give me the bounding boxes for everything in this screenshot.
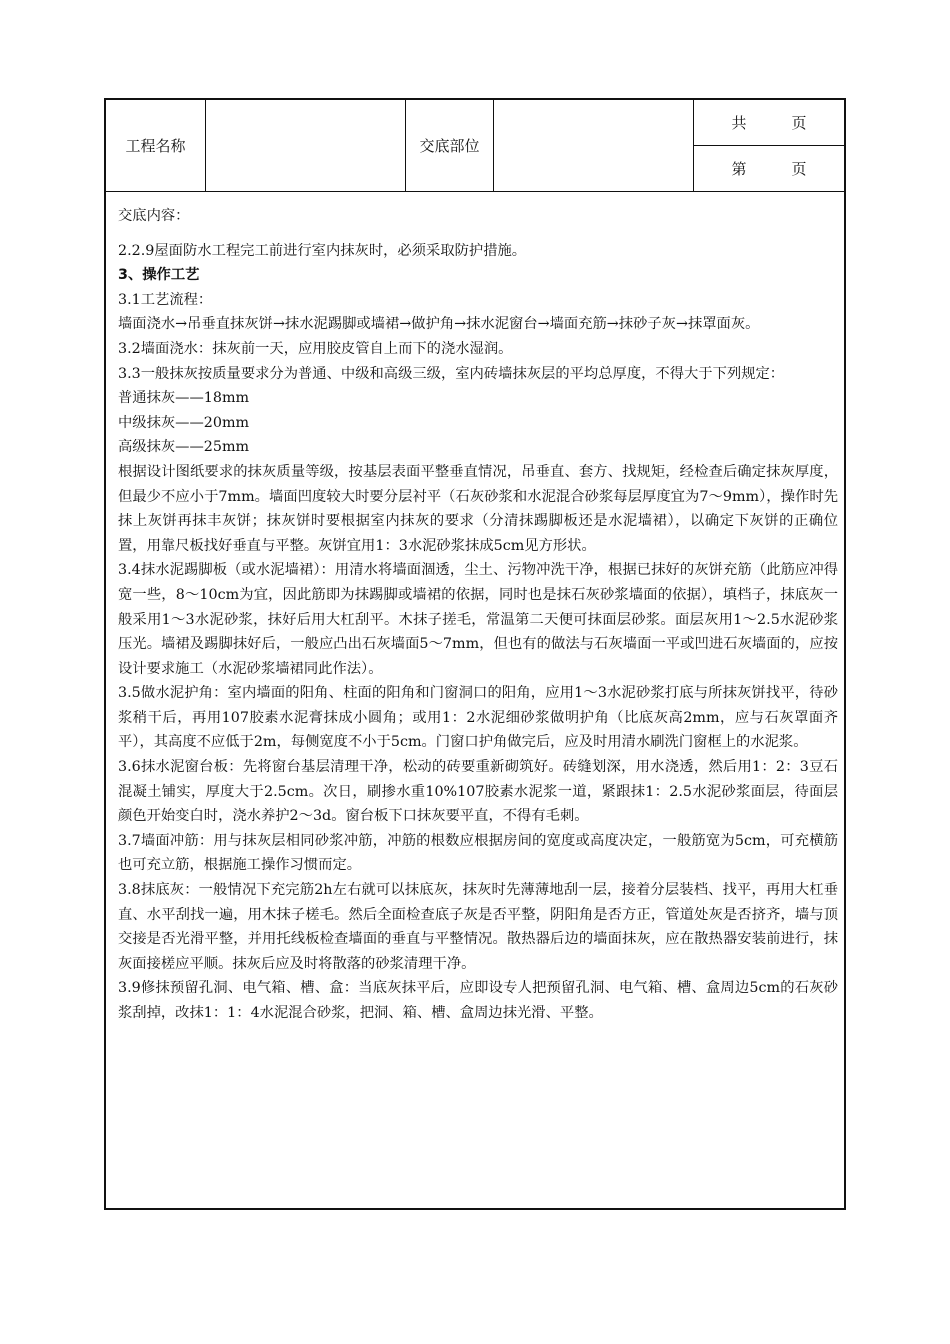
disclosure-form [104, 98, 846, 1210]
paragraph: 3.1工艺流程： [118, 291, 213, 308]
section-heading: 3、操作工艺 [118, 267, 200, 284]
paragraph: 3.7墙面冲筋：用与抹灰层相同砂浆冲筋，冲筋的根数应根据房间的宽度或高度决定，一般筋宽为5cm，可充横筋也可充立筋，根据施工操作习惯而定。 [118, 832, 838, 874]
project-name-value [206, 100, 405, 191]
page-number: 第 页 [731, 160, 807, 178]
project-name-label: 工程名称 [125, 137, 186, 155]
content-label: 交底内容： [118, 208, 190, 224]
paragraph: 3.4抹水泥踢脚板（或水泥墙裙）：用清水将墙面涸透，尘土、污物冲洗干净，根据已抹好的灰饼充筋（此筋应冲得宽一些，8～10cm为宜，因此筋即为抹踢脚或墙裙的依据，同时也是抹石灰砂浆墙面的依据），填档子，抹底灰一般采用1～3水泥砂浆，抹好后用大杠刮平。木抹子搓毛，常温第二天便可抹面层砂浆。面层灰用1～2.5水泥砂浆压光。墙裙及踢脚抹好后，一般应凸出石灰墙面5～7mm，但也有的做法与石灰墙面一平或凹进石灰墙面的，应按设计要求施工（水泥砂浆墙裙同此作法）。 [118, 562, 838, 677]
paragraph: 高级抹灰——25mm [118, 439, 250, 456]
paragraph: 墙面浇水→吊垂直抹灰饼→抹水泥踢脚或墙裙→做护角→抹水泥窗台→墙面充筋→抹砂子灰→抹罩面灰。 [118, 316, 760, 333]
paragraph: 3.6抹水泥窗台板：先将窗台基层清理干净，松动的砖要重新砌筑好。砖缝划深，用水浇透，然后用1：2：3豆石混凝土铺实，厚度大于2.5cm。次日，刷掺水重10%107胶素水泥浆一道，紧跟抹1：2.5水泥砂浆面层，待面层颜色开始变白时，浇水养护2～3d。窗台板下口抹灰要平直，不得有毛刺。 [118, 759, 838, 825]
location-label: 交底部位 [419, 137, 480, 155]
paragraph: 普通抹灰——18mm [118, 390, 250, 407]
paragraph: 3.2墙面浇水：抹灰前一天，应用胶皮管自上而下的浇水湿润。 [118, 340, 513, 357]
disclosure-content [118, 204, 838, 1026]
paragraph: 3.9修抹预留孔洞、电气箱、槽、盒：当底灰抹平后，应即设专人把预留孔洞、电气箱、槽、盒周边5cm的石灰砂浆刮掉，改抹1：1：4水泥混合砂浆，把洞、箱、槽、盒周边抹光滑、平整。 [118, 980, 838, 1021]
total-pages: 共 页 [731, 114, 807, 132]
paragraph: 3.5做水泥护角：室内墙面的阳角、柱面的阳角和门窗洞口的阳角，应用1～3水泥砂浆打底与所抹灰饼找平，待砂浆稍干后，再用107胶素水泥膏抹成小圆角；或用1：2水泥细砂浆做明护角（比底灰高2mm，应与石灰罩面齐平），其高度不应低于2m，每侧宽度不小于5cm。门窗口护角做完后，应及时用清水刷洗门窗框上的水泥浆。 [118, 685, 838, 751]
paragraph: 3.8抹底灰：一般情况下充完筋2h左右就可以抹底灰，抹灰时先薄薄地刮一层，接着分层装档、找平，再用大杠垂直、水平刮找一遍，用木抹子槎毛。然后全面检查底子灰是否平整，阴阳角是否方正，管道处灰是否挤齐，墙与顶交接是否光滑平整，并用托线板检查墙面的垂直与平整情况。散热器后边的墙面抹灰，应在散热器安装前进行，抹灰面接槎应平顺。抹灰后应及时将散落的砂浆清理干净。 [118, 882, 838, 972]
paragraph: 3.3一般抹灰按质量要求分为普通、中级和高级三级，室内砖墙抹灰层的平均总厚度，不得大于下列规定： [118, 365, 785, 382]
header-bottom-rule [106, 191, 844, 192]
paragraph: 2.2.9屋面防水工程完工前进行室内抹灰时，必须采取防护措施。 [118, 242, 527, 259]
paragraph: 中级抹灰——20mm [118, 414, 250, 431]
location-value [494, 100, 693, 191]
paragraph: 根据设计图纸要求的抹灰质量等级，按基层表面平整垂直情况，吊垂直、套方、找规矩，经检查后确定抹灰厚度，但最少不应小于7mm。墙面凹度较大时要分层衬平（石灰砂浆和水泥混合砂浆每层厚度宜为7～9mm），操作时先抹上灰饼再抹丰灰饼；抹灰饼时要根据室内抹灰的要求（分清抹踢脚板还是水泥墙裙），以确定下灰饼的正确位置，用靠尺板找好垂直与平整。灰饼宜用1：3水泥砂浆抹成5cm见方形状。 [118, 463, 838, 554]
